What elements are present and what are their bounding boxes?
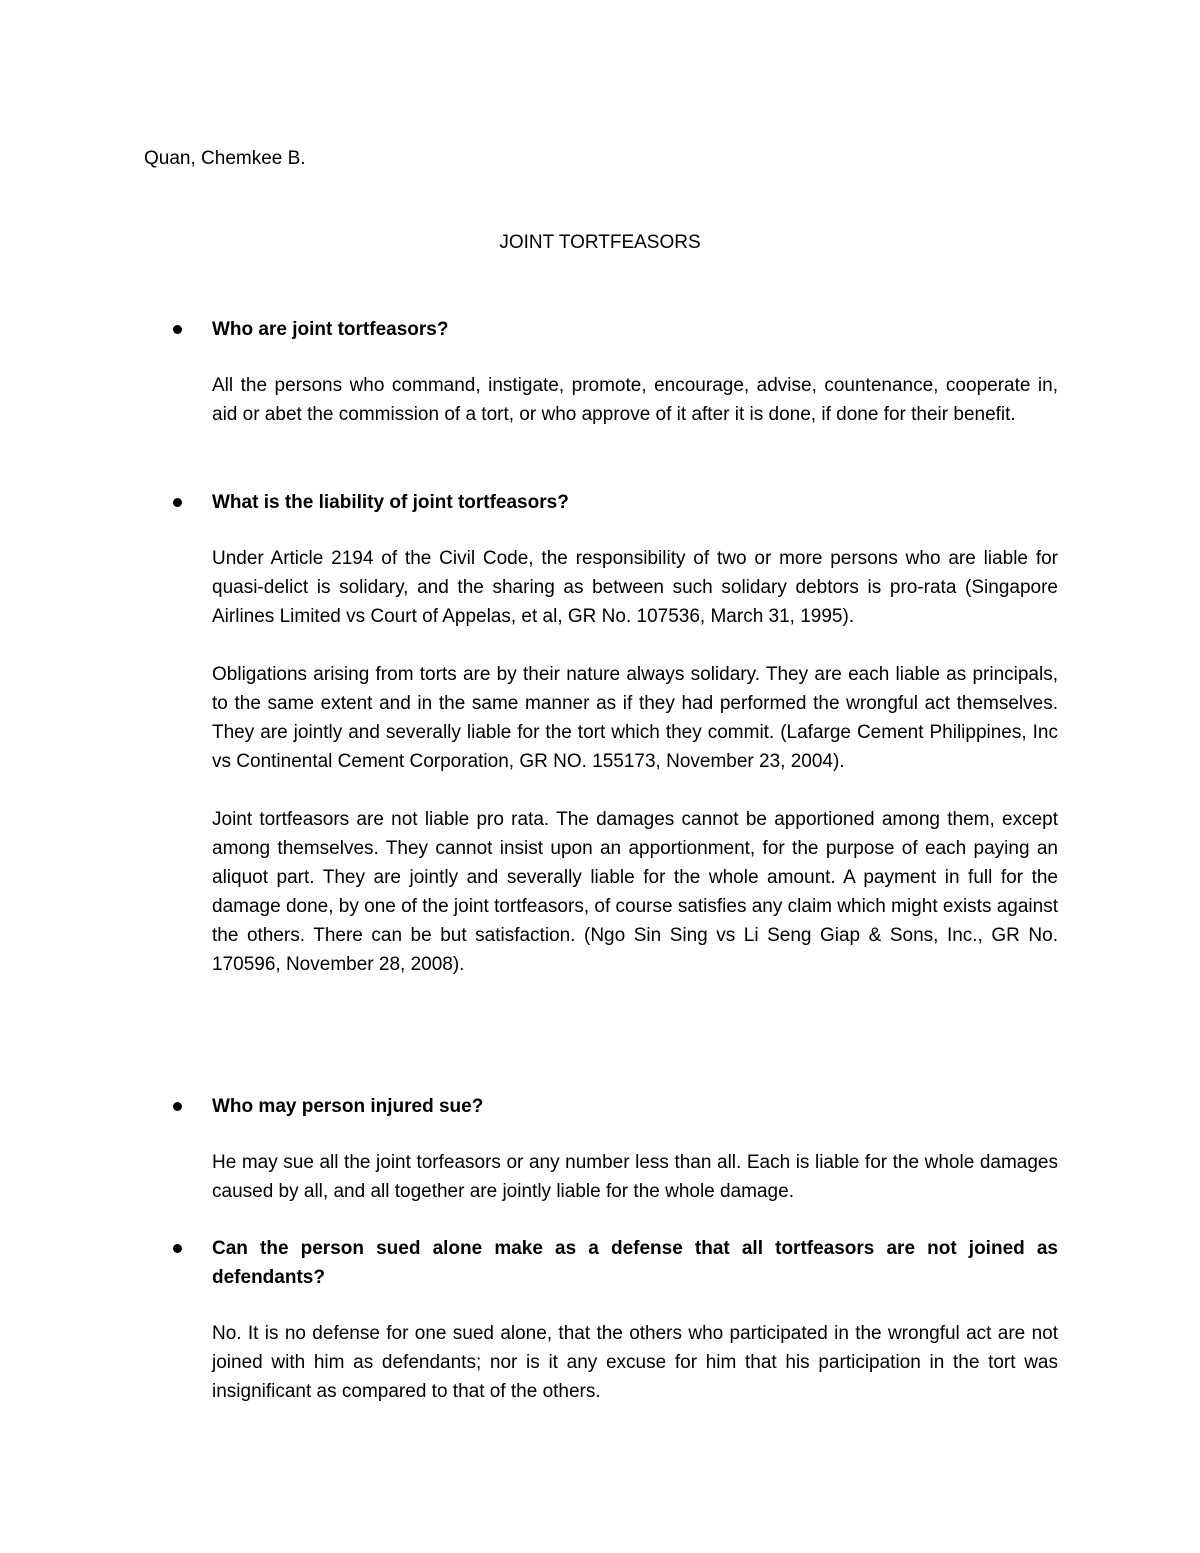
answer-paragraph: Joint tortfeasors are not liable pro rata. The damages cannot be apportioned among them, except among themselves. They cannot insist upon an apportionment, for the purpose of each paying an aliquot part. They are jointly and severally liable for the whole amount. A payment in full for the damage done, by one of the joint tortfeasors, of course satisfies any claim which might exists against the others. There can be but satisfaction. (Ngo Sin Sing vs Li Seng Giap & Sons, Inc., GR No. 170596, November 28, 2008). bbox=[212, 809, 1058, 975]
qa-section-who-may-sue bbox=[212, 1092, 1058, 1206]
bullet-icon bbox=[173, 1244, 182, 1253]
question-heading: Can the person sued alone make as a defense that all tortfeasors are not joined as defendants? bbox=[212, 1238, 1058, 1288]
bullet-icon bbox=[173, 498, 182, 507]
qa-section-defense bbox=[212, 1234, 1058, 1406]
document-title: JOINT TORTFEASORS bbox=[499, 232, 701, 253]
answer-paragraph: All the persons who command, instigate, promote, encourage, advise, countenance, cooperate in, aid or abet the commission of a tort, or who approve of it after it is done, if done for their benefit. bbox=[212, 375, 1058, 425]
bullet-icon bbox=[173, 1102, 182, 1111]
answer-paragraph: He may sue all the joint torfeasors or any number less than all. Each is liable for the whole damages caused by all, and all together are jointly liable for the whole damage. bbox=[212, 1152, 1058, 1202]
answer-paragraph: Under Article 2194 of the Civil Code, the responsibility of two or more persons who are liable for quasi-delict is solidary, and the sharing as between such solidary debtors is pro-rata (Singapore Airlines Limited vs Court of Appelas, et al, GR No. 107536, March 31, 1995). bbox=[212, 548, 1058, 627]
question-heading: What is the liability of joint tortfeasors? bbox=[212, 492, 569, 513]
answer-paragraph: Obligations arising from torts are by their nature always solidary. They are each liable as principals, to the same extent and in the same manner as if they had performed the wrongful act themselves. They are jointly and severally liable for the tort which they commit. (Lafarge Cement Philippines, Inc vs Continental Cement Corporation, GR NO. 155173, November 23, 2004). bbox=[212, 664, 1058, 772]
qa-section-joint-tortfeasors bbox=[212, 315, 1058, 429]
qa-section-liability bbox=[212, 488, 1058, 979]
bullet-icon bbox=[173, 325, 182, 334]
author-name: Quan, Chemkee B. bbox=[144, 148, 306, 169]
question-heading: Who may person injured sue? bbox=[212, 1096, 484, 1117]
question-heading: Who are joint tortfeasors? bbox=[212, 319, 449, 340]
answer-paragraph: No. It is no defense for one sued alone, that the others who participated in the wrongful act are not joined with him as defendants; nor is it any excuse for him that his participation in the tort was insignificant as compared to that of the others. bbox=[212, 1323, 1058, 1402]
